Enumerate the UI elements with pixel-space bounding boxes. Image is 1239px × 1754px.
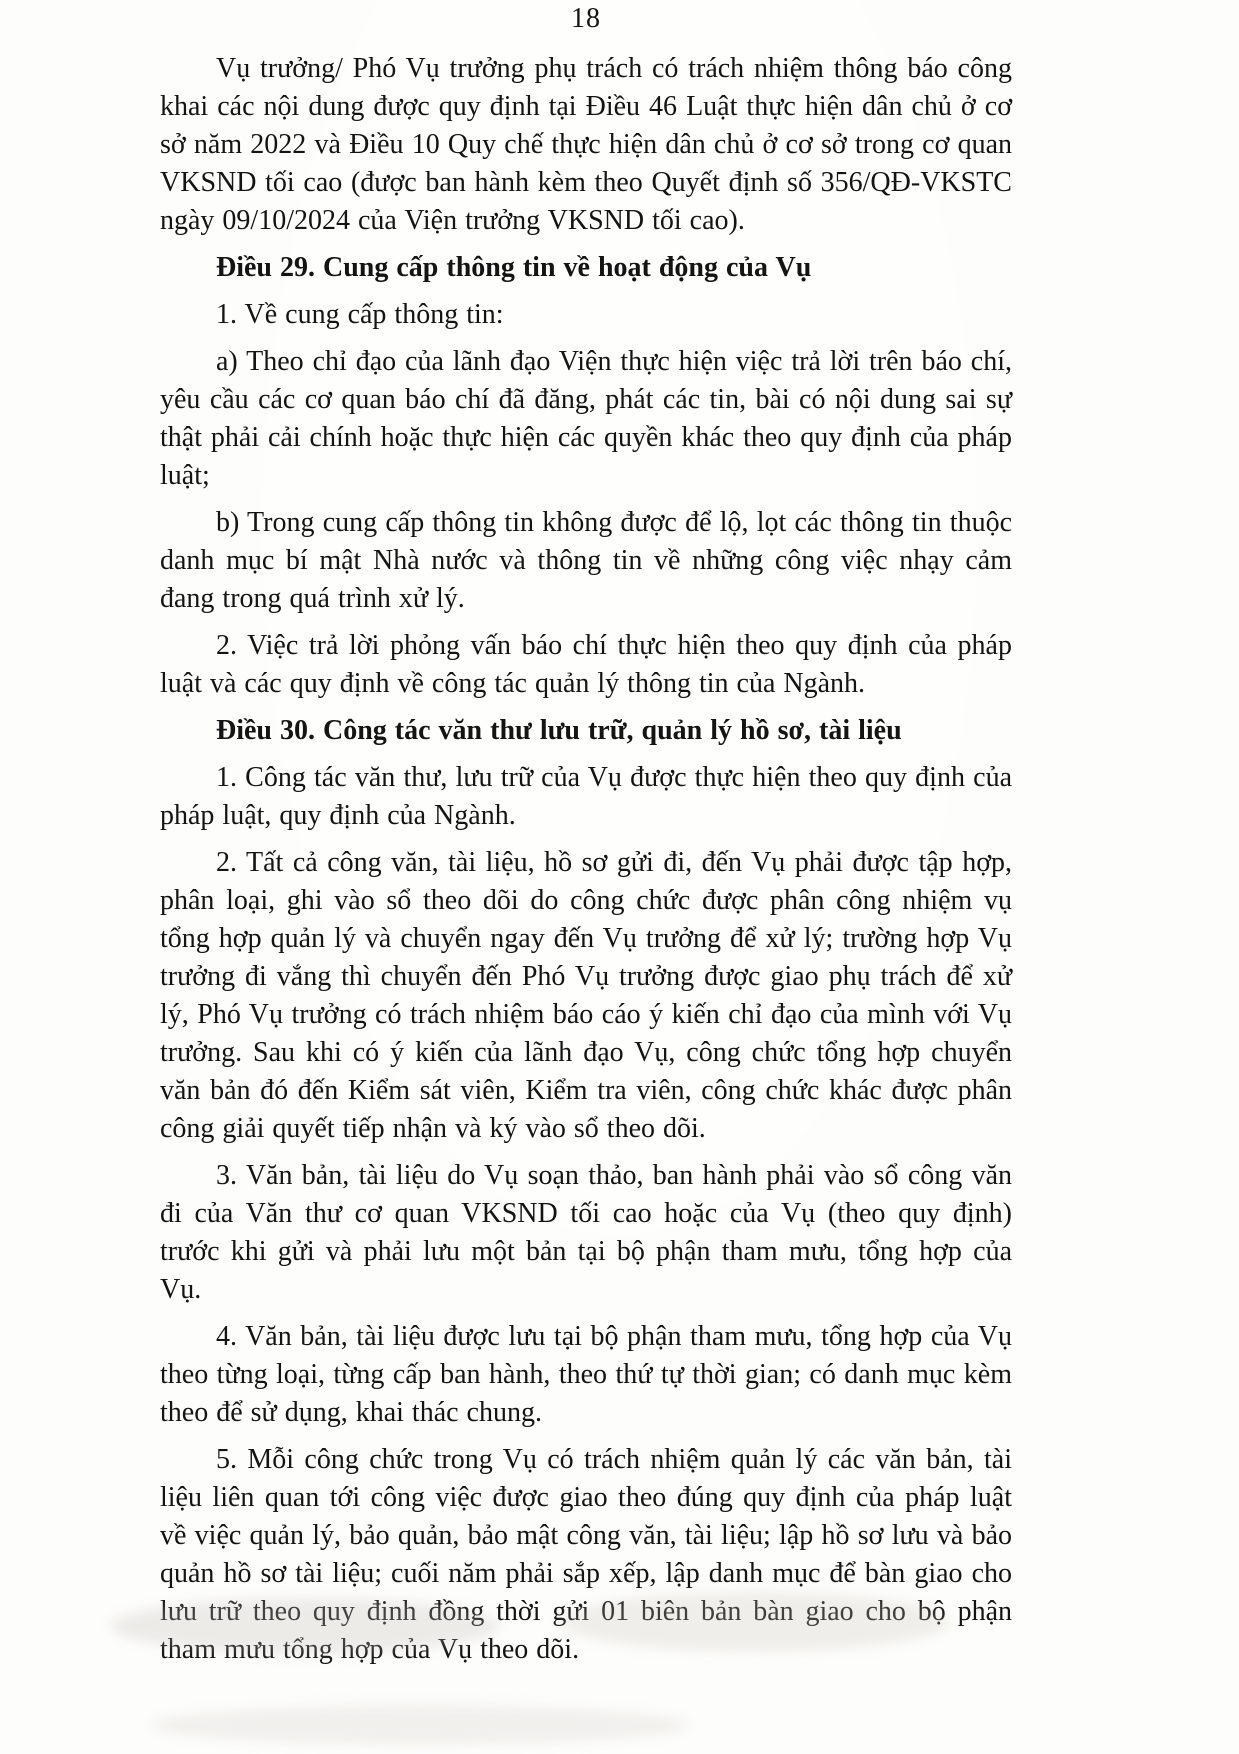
paragraph-30-2: 2. Tất cả công văn, tài liệu, hồ sơ gửi đi, đến Vụ phải được tập hợp, phân loại, ghi vào sổ theo dõi do công chức được phân công nhiệm vụ tổng hợp quản lý và chuyển ngay đến Vụ trưởng để xử lý; trường hợp Vụ trưởng đi vắng thì chuyển đến Phó Vụ trưởng được giao phụ trách để xử lý, Phó Vụ trưởng có trách nhiệm báo cáo ý kiến chỉ đạo của mình với Vụ trưởng. Sau khi có ý kiến của lãnh đạo Vụ, công chức tổng hợp chuyển văn bản đó đến Kiểm sát viên, Kiểm tra viên, công chức khác được phân công giải quyết tiếp nhận và ký vào sổ theo dõi. <box>160 847 1012 1144</box>
paragraph-29-1: 1. Về cung cấp thông tin: <box>216 299 504 330</box>
section-heading-dieu-29: Điều 29. Cung cấp thông tin về hoạt động của Vụ <box>216 252 812 283</box>
paragraph-30-3: 3. Văn bản, tài liệu do Vụ soạn thảo, ban hành phải vào sổ công văn đi của Văn thư cơ quan VKSND tối cao hoặc của Vụ (theo quy định) trước khi gửi và phải lưu một bản tại bộ phận tham mưu, tổng hợp của Vụ. <box>160 1160 1012 1305</box>
paragraph-30-4: 4. Văn bản, tài liệu được lưu tại bộ phận tham mưu, tổng hợp của Vụ theo từng loại, từng cấp ban hành, theo thứ tự thời gian; có danh mục kèm theo để sử dụng, khai thác chung. <box>160 1321 1012 1428</box>
paragraph-29-2: 2. Việc trả lời phỏng vấn báo chí thực hiện theo quy định của pháp luật và các quy định về công tác quản lý thông tin của Ngành. <box>160 630 1012 699</box>
section-heading-dieu-30: Điều 30. Công tác văn thư lưu trữ, quản lý hồ sơ, tài liệu <box>216 715 902 746</box>
paragraph-30-1: 1. Công tác văn thư, lưu trữ của Vụ được thực hiện theo quy định của pháp luật, quy định của Ngành. <box>160 762 1012 831</box>
paragraph-29-1a: a) Theo chỉ đạo của lãnh đạo Viện thực hiện việc trả lời trên báo chí, yêu cầu các cơ quan báo chí đã đăng, phát các tin, bài có nội dung sai sự thật phải cải chính hoặc thực hiện các quyền khác theo quy định của pháp luật; <box>160 346 1012 491</box>
scan-bleedthrough-smudge <box>150 1705 690 1745</box>
paragraph-30-5: 5. Mỗi công chức trong Vụ có trách nhiệm quản lý các văn bản, tài liệu liên quan tới công việc được giao theo đúng quy định của pháp luật về việc quản lý, bảo quản, bảo mật công văn, tài liệu; lập hồ sơ lưu và bảo quản hồ sơ tài liệu; cuối năm phải sắp xếp, lập danh mục để bàn giao cho lưu trữ theo quy định đồng thời gửi 01 biên bản bàn giao cho bộ phận tham mưu tổng hợp của Vụ theo dõi. <box>160 1444 1012 1665</box>
document-body <box>160 50 1012 1678</box>
paragraph-29-1b: b) Trong cung cấp thông tin không được để lộ, lọt các thông tin thuộc danh mục bí mật Nhà nước và thông tin về những công việc nhạy cảm đang trong quá trình xử lý. <box>160 507 1012 614</box>
page-number: 18 <box>571 3 601 34</box>
paragraph-intro: Vụ trưởng/ Phó Vụ trưởng phụ trách có trách nhiệm thông báo công khai các nội dung được quy định tại Điều 46 Luật thực hiện dân chủ ở cơ sở năm 2022 và Điều 10 Quy chế thực hiện dân chủ ở cơ sở trong cơ quan VKSND tối cao (được ban hành kèm theo Quyết định số 356/QĐ-VKSTC ngày 09/10/2024 của Viện trưởng VKSND tối cao). <box>160 53 1012 236</box>
